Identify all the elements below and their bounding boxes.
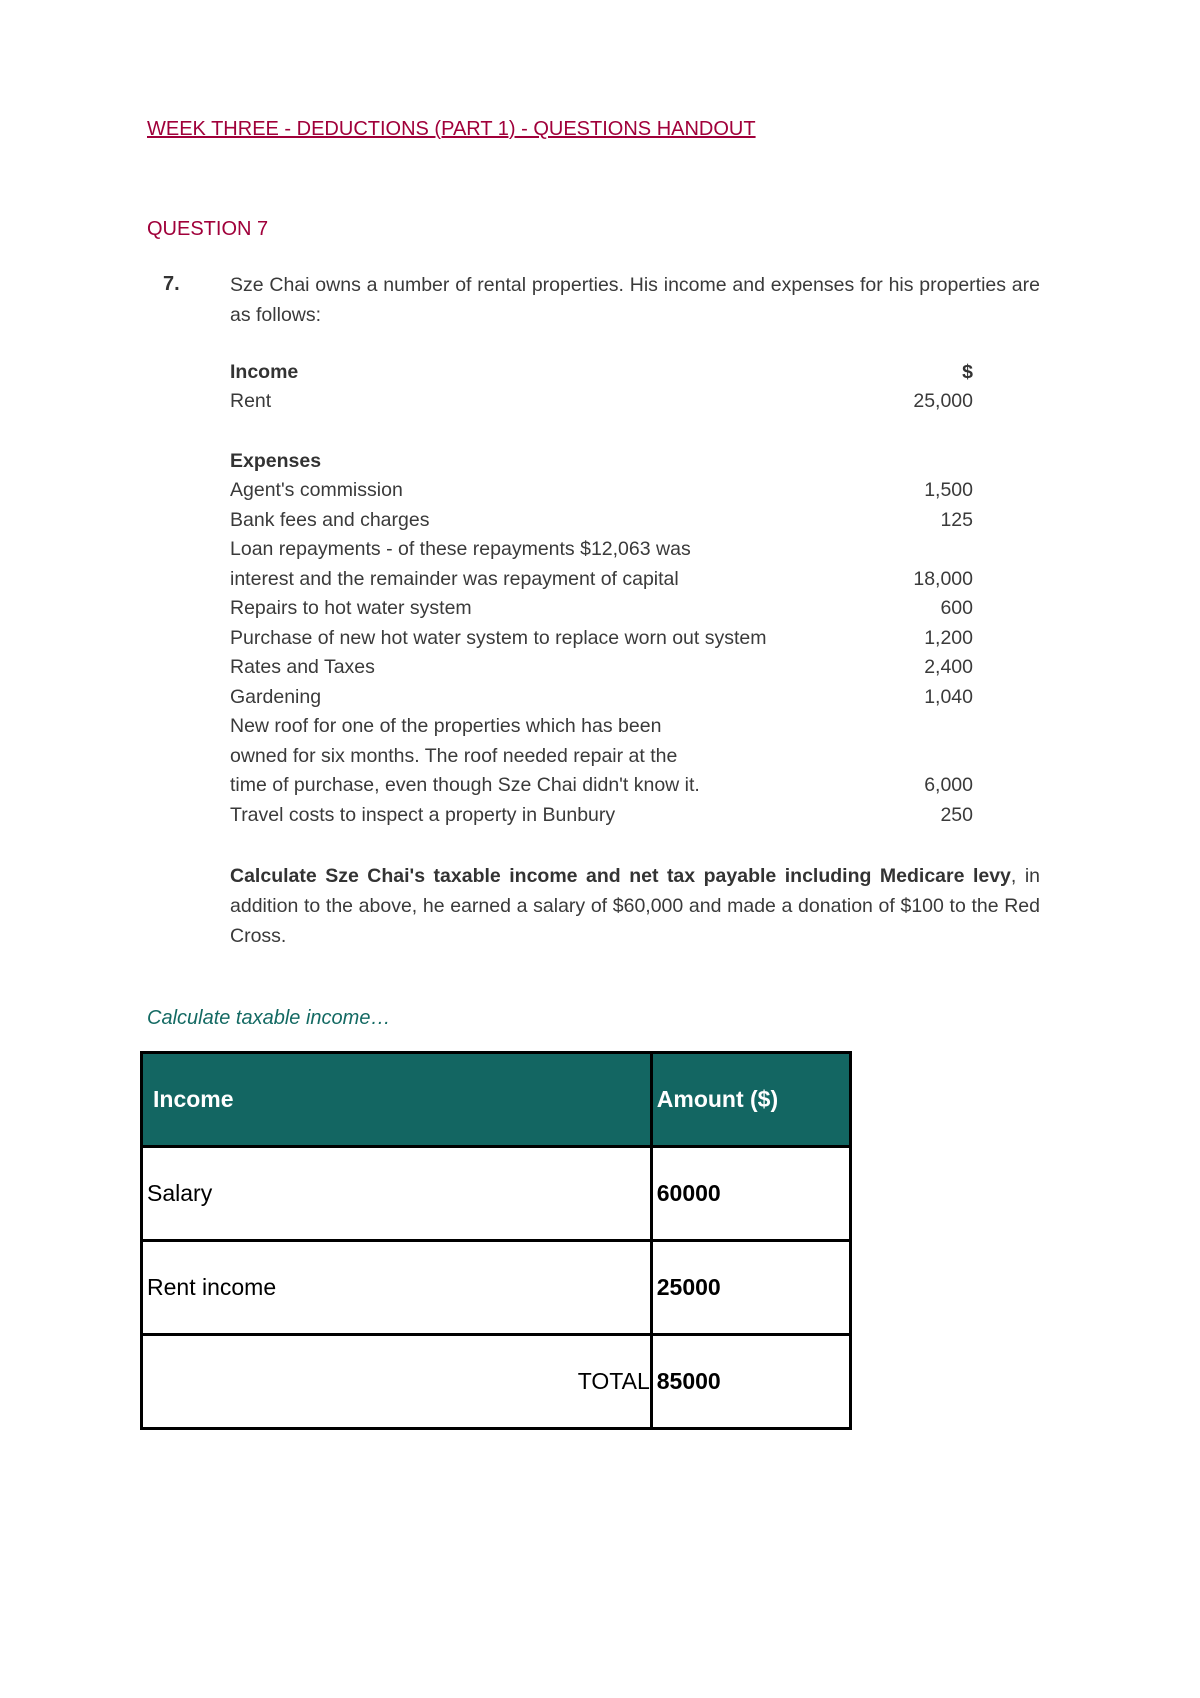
row-amount: 60000 <box>651 1147 850 1241</box>
calculation-bold-text: Calculate Sze Chai's taxable income and net tax payable including Medicare levy <box>230 865 1011 887</box>
expense-label: interest and the remainder was repayment of capital <box>230 568 679 590</box>
expense-label: Agent's commission <box>230 479 403 501</box>
expense-amount: 125 <box>940 509 973 531</box>
expense-amount: 2,400 <box>924 656 973 678</box>
expense-amount: 1,500 <box>924 479 973 501</box>
total-label: TOTAL <box>142 1335 652 1429</box>
calculation-instructions <box>230 861 1040 951</box>
page-title: WEEK THREE - DEDUCTIONS (PART 1) - QUESTIONS HANDOUT <box>147 118 756 140</box>
row-label: Rent income <box>142 1241 652 1335</box>
table-row <box>142 1241 851 1335</box>
question-number: 7. <box>163 273 180 295</box>
expense-label: Rates and Taxes <box>230 656 375 678</box>
expense-label: Loan repayments - of these repayments $12,063 was <box>230 538 691 560</box>
currency-heading: $ <box>962 361 973 383</box>
expense-amount: 1,200 <box>924 627 973 649</box>
expense-amount: 1,040 <box>924 686 973 708</box>
total-amount: 85000 <box>651 1335 850 1429</box>
expense-label: Bank fees and charges <box>230 509 430 531</box>
table-header-row <box>142 1053 851 1147</box>
expense-label: owned for six months. The roof needed repair at the <box>230 745 678 767</box>
rent-label: Rent <box>230 390 272 412</box>
section-label: Calculate taxable income… <box>147 1007 391 1029</box>
expense-amount: 600 <box>940 597 973 619</box>
calculation-text: , in addition to the above, he earned a salary of $60,000 and made a donation of $100 to the Red Cross. <box>230 865 1041 947</box>
expense-label: Travel costs to inspect a property in Bunbury <box>230 804 616 826</box>
column-header-income: Income <box>142 1053 652 1147</box>
expense-label: time of purchase, even though Sze Chai didn't know it. <box>230 774 700 796</box>
expense-amount: 250 <box>940 804 973 826</box>
row-label: Salary <box>142 1147 652 1241</box>
expense-label: Purchase of new hot water system to replace worn out system <box>230 627 767 649</box>
question-heading: QUESTION 7 <box>147 218 269 240</box>
column-header-amount: Amount ($) <box>651 1053 850 1147</box>
expense-amount: 6,000 <box>924 774 973 796</box>
table-total-row <box>142 1335 851 1429</box>
table-row <box>142 1147 851 1241</box>
rent-amount: 25,000 <box>913 390 973 412</box>
expense-label: Repairs to hot water system <box>230 597 472 619</box>
income-heading: Income <box>230 361 299 383</box>
expense-label: Gardening <box>230 686 322 708</box>
expenses-heading: Expenses <box>230 450 322 472</box>
row-amount: 25000 <box>651 1241 850 1335</box>
expense-amount: 18,000 <box>913 568 973 590</box>
expense-label: New roof for one of the properties which has been <box>230 715 662 737</box>
taxable-income-table <box>140 1051 852 1430</box>
question-intro: Sze Chai owns a number of rental properties. His income and expenses for his properties are as follows: <box>230 274 1040 326</box>
